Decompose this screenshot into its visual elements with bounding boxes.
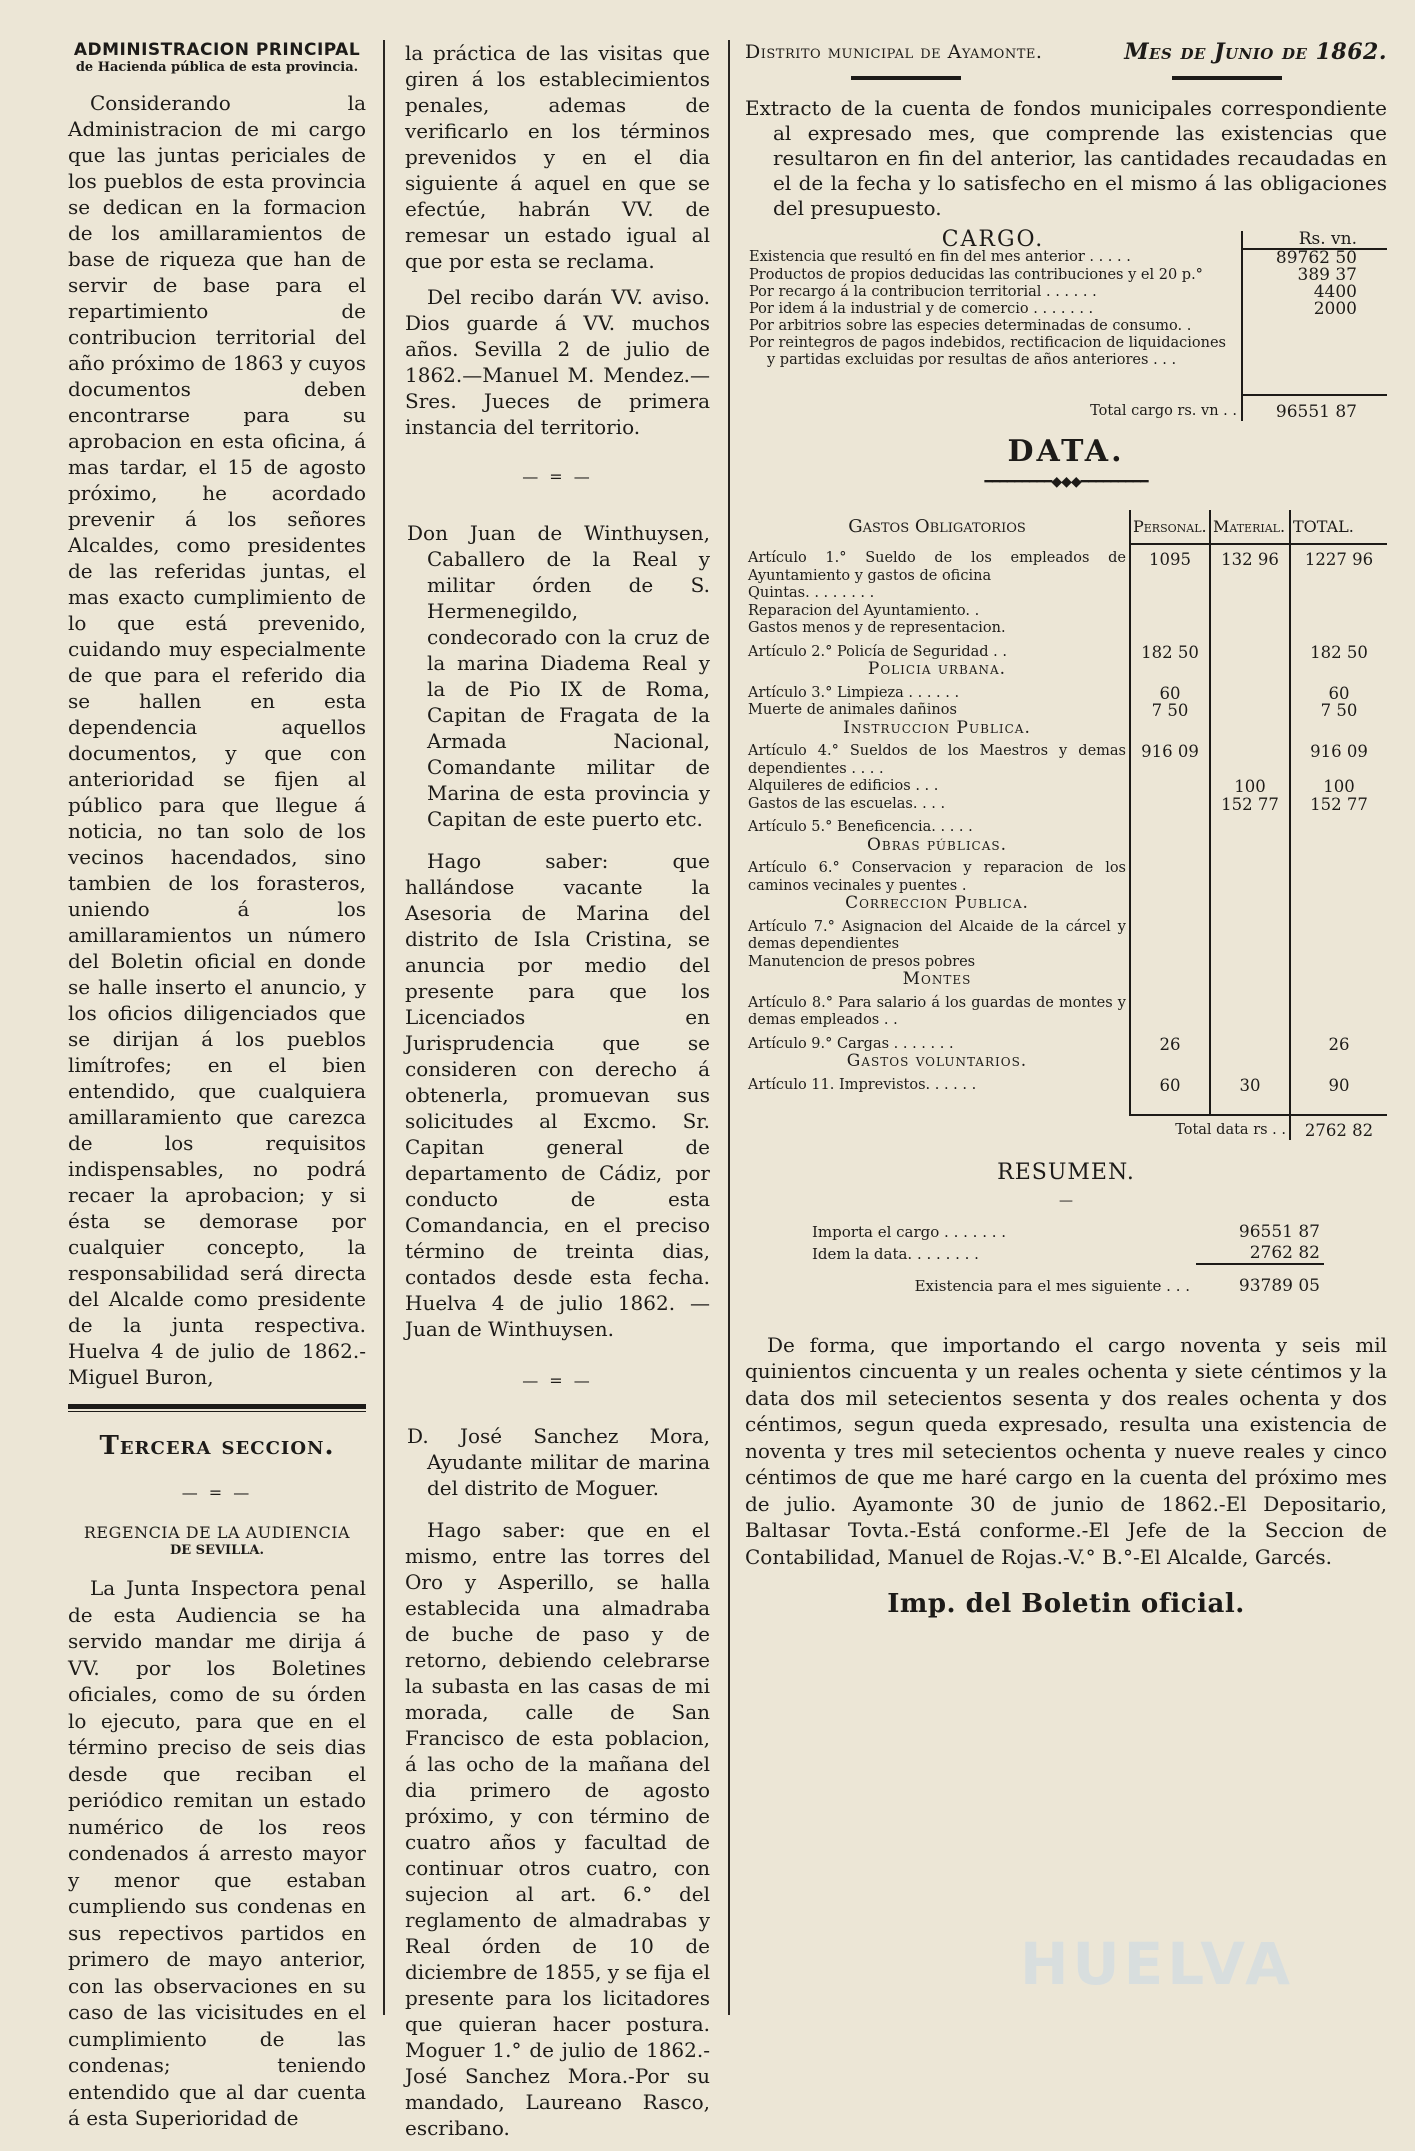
month-label: Mes de Junio de 1862.: [1124, 39, 1387, 65]
data-material: 30: [1210, 1071, 1290, 1095]
data-personal: 916 09: [1130, 737, 1210, 778]
data-group-title: Instruccion Publica.: [843, 717, 1031, 738]
cargo-label: Por recargo á la contribucion territorial . . . . . .: [749, 283, 1097, 300]
data-row-label: Alquileres de edificios . . .: [748, 778, 939, 795]
admin-title: ADMINISTRACION PRINCIPAL: [73, 40, 361, 60]
resumen-label: Idem la data. . . . . . . .: [812, 1244, 979, 1263]
data-total-row: [745, 1115, 1387, 1140]
cargo-amount: 4400: [1242, 284, 1387, 301]
cargo-amount: [1242, 318, 1387, 335]
data-title: DATA.: [1007, 433, 1125, 469]
cargo-amount: 2000: [1242, 301, 1387, 318]
data-personal: 1095: [1130, 544, 1210, 585]
data-row-label: Artículo 1.° Sueldo de los empleados de Ayuntamiento y gastos de oficina: [748, 550, 1126, 584]
data-total: [1290, 620, 1387, 638]
data-group-title: Obras públicas.: [866, 834, 1008, 855]
data-material: [1210, 954, 1290, 972]
data-material: [1210, 1030, 1290, 1054]
data-row-label: Artículo 7.° Asignacion del Alcaide de la cárcel y demas dependientes: [748, 918, 1126, 953]
data-group-row: [745, 971, 1387, 989]
separator: — = —: [181, 1482, 253, 1502]
data-row-label: Artículo 8.° Para salario á los guardas de montes y demas empleados . .: [748, 994, 1126, 1029]
cargo-row: [745, 301, 1387, 318]
resumen-dash: —: [1059, 1193, 1073, 1210]
data-personal: [1130, 913, 1210, 954]
admin-subtitle: de Hacienda pública de esta provincia.: [75, 60, 359, 75]
account-intro: Extracto de la cuenta de fondos municipales correspondiente al expresado mes, que comprende las existencias que resultaron en fin del anterior, las cantidades recaudadas en el de la fecha y lo satisfecho en el mismo á las obligaciones del presupuesto.: [745, 95, 1387, 220]
data-row-label: Artículo 5.° Beneficencia. . . . .: [748, 819, 973, 836]
winthuysen-notice: Hago saber: que hallándose vacante la Asesoria de Marina del distrito de Isla Cristina, se anuncia por medio del presente para que los Licenciados en Jurisprudencia que se consideren con derecho á obtenerla, promuevan sus solicitudes al Excmo. Sr. Capitan general de departamento de Cádiz, por conducto de esta Comandancia, en el preciso término de treinta dias, contados desde esta fecha. Huelva 4 de julio 1862. —Juan de Winthuysen.: [405, 848, 710, 1341]
regencia-notice: La Junta Inspectora penal de esta Audiencia se ha servido mandar me dirija á VV. por los Boletines oficiales, como de su órden lo ejecuto, para que en el término preciso de seis dias desde que reciban el periódico remitan un estado numérico de los reos condenados á arresto mayor y menor que estaban cumpliendo sus condenas en sus repectivos partidos en primero de mayo anterior, con las observaciones en su caso de las vicisitudes en el cumplimiento de las condenas; teniendo entendido que al dar cuenta á esta Superioridad de: [68, 1576, 366, 2131]
imprint: Imp. del Boletin oficial.: [887, 1589, 1245, 1620]
data-header-gastos: Gastos Obligatorios: [848, 516, 1026, 538]
data-row: [745, 620, 1387, 638]
data-row: [745, 796, 1387, 814]
data-personal: [1130, 778, 1210, 796]
data-header-material: Material.: [1210, 510, 1290, 545]
data-row: [745, 854, 1387, 895]
cargo-row: [745, 249, 1387, 267]
data-row: [745, 585, 1387, 603]
data-material: [1210, 913, 1290, 954]
data-personal: [1130, 954, 1210, 972]
district-name: Distrito municipal de Ayamonte.: [745, 41, 1043, 63]
data-total: 26: [1290, 1030, 1387, 1054]
column-2: [405, 40, 710, 2151]
data-row-label: Reparacion del Ayuntamiento. .: [748, 602, 980, 619]
data-row: [745, 813, 1387, 837]
data-total-label: Total data rs . .: [1175, 1122, 1286, 1139]
section-rule: [68, 1404, 366, 1409]
cargo-row: [745, 318, 1387, 335]
data-row: [745, 1071, 1387, 1095]
data-row: [745, 544, 1387, 585]
data-personal: [1130, 854, 1210, 895]
data-personal: 26: [1130, 1030, 1210, 1054]
data-group-row: [745, 661, 1387, 679]
data-total: 1227 96: [1290, 544, 1387, 585]
separator: — = —: [522, 1370, 593, 1390]
cargo-row: [745, 284, 1387, 301]
data-personal: [1130, 620, 1210, 638]
data-row: [745, 1030, 1387, 1054]
column-rule-1: [383, 40, 385, 2015]
section-rule-thin: [68, 1411, 366, 1412]
data-header-personal: Personal.: [1130, 510, 1210, 545]
cargo-spacer: [745, 369, 1387, 395]
data-header-total: TOTAL.: [1290, 510, 1387, 545]
data-group-title: Gastos voluntarios.: [846, 1051, 1028, 1072]
data-row-label: Gastos menos y de representacion.: [748, 620, 1006, 637]
data-group-title: Policia urbana.: [867, 659, 1007, 680]
data-row-label: Artículo 3.° Limpieza . . . . . .: [748, 684, 960, 701]
data-total: 2762 82: [1290, 1115, 1387, 1140]
data-total: [1290, 603, 1387, 621]
data-material: [1210, 737, 1290, 778]
cargo-row: [745, 352, 1387, 369]
data-row: [745, 778, 1387, 796]
data-material: [1210, 620, 1290, 638]
data-row: [745, 679, 1387, 703]
data-material: [1210, 702, 1290, 720]
regencia-subtitle: DE SEVILLA.: [169, 1543, 265, 1559]
data-total: 182 50: [1290, 638, 1387, 662]
data-row-label: Quintas. . . . . . . .: [748, 585, 875, 602]
data-group-row: [745, 720, 1387, 738]
resumen-value: 2762 82: [1196, 1244, 1324, 1265]
regencia-closing: Del recibo darán VV. aviso. Dios guarde á VV. muchos años. Sevilla 2 de julio de 1862.—Manuel M. Mendez.—Sres. Jueces de primera instancia del territorio.: [405, 285, 710, 439]
data-personal: [1130, 989, 1210, 1030]
data-total: 152 77: [1290, 796, 1387, 814]
data-spacer: [745, 1094, 1387, 1115]
regencia-continued: la práctica de las visitas que giren á los establecimientos penales, ademas de verificarlo en los términos prevenidos y en el dia siguiente á aquel en que se efectúe, habrán VV. de remesar un estado igual al que por esta se reclama.: [405, 41, 710, 273]
data-total: 60: [1290, 679, 1387, 703]
data-row-label: Artículo 9.° Cargas . . . . . . .: [748, 1035, 954, 1052]
data-material: [1210, 989, 1290, 1030]
data-group-row: [745, 837, 1387, 855]
data-total: 916 09: [1290, 737, 1387, 778]
cargo-amount: 389 37: [1242, 267, 1387, 284]
cargo-amount: [1242, 352, 1387, 369]
data-group-row: [745, 895, 1387, 913]
resumen-row: [808, 1244, 1324, 1265]
data-row-label: Artículo 11. Imprevistos. . . . . .: [748, 1076, 977, 1093]
resumen-final-row: [808, 1267, 1324, 1296]
data-material: [1210, 603, 1290, 621]
data-row: [745, 954, 1387, 972]
cargo-table: [745, 226, 1387, 422]
sanchez-mora-notice: Hago saber: que en el mismo, entre las torres del Oro y Asperillo, se halla establecida una almadraba de buche de paso y de retorno, debiendo celebrarse la subasta en las casas de mi morada, calle de San Francisco de esta poblacion, á las ocho de la mañana del dia primero de agosto próximo, y con término de cuatro años y facultad de continuar otros cuatro, con sujecion al art. 6.° del reglamento de almadrabas y Real órden de 10 de diciembre de 1855, y se fija el presente para los licitadores que quieran hacer postura. Moguer 1.° de julio de 1862.-José Sanchez Mora.-Por su mandado, Laureano Rasco, escribano.: [405, 1518, 710, 2141]
data-personal: 60: [1130, 679, 1210, 703]
ornament-rule: ━━━━━━━━━◆◆◆━━━━━━━━━: [984, 474, 1148, 491]
winthuysen-header: Don Juan de Winthuysen, Caballero de la Real y militar órden de S. Hermenegildo, condecorado con la cruz de la marina Diadema Real y la de Pio IX de Roma, Capitan de Fragata de la Armada Nacional, Comandante militar de Marina de esta provincia y Capitan de este puerto etc.: [407, 520, 710, 831]
data-table: [745, 510, 1387, 1140]
data-material: [1210, 638, 1290, 662]
data-row: [745, 737, 1387, 778]
column-1: [68, 40, 366, 2142]
separator: — = —: [522, 467, 593, 486]
data-material: [1210, 813, 1290, 837]
data-row: [745, 638, 1387, 662]
admin-notice: Considerando la Administracion de mi cargo que las juntas periciales de los pueblos de esta provincia se dedican en la formacion de los amillaramientos de base de riqueza que han de servir de base para el repartimiento de contribucion territorial del año próximo de 1863 y cuyos documentos deben encontrarse para su aprobacion en esta oficina, á mas tardar, el 15 de agosto próximo, he acordado prevenir á los señores Alcaldes, como presidentes de las referidas juntas, el mas exacto cumplimiento de lo que está prevenido, cuidando muy especialmente de que para el referido dia se hallen en esta dependencia aquellos documentos, y que con anterioridad se fijen al público para que llegue á noticia, no tan solo de los vecinos hacendados, sino tambien de los forasteros, uniendo á los amillaramientos un número del Boletin oficial en donde se halle inserto el anuncio, y los oficios diligenciados que se dirijan á los pueblos limítrofes; en el bien entendido, que cualquiera amillaramiento que carezca de los requisitos indispensables, no podrá recaer la aprobacion; y si ésta se demorase por cualquier concepto, la responsabilidad será directa del Alcalde como presidente de la junta respectiva. Huelva 4 de julio de 1862.-Miguel Buron,: [68, 91, 366, 1389]
data-group-title: Correccion Publica.: [845, 893, 1029, 914]
resumen-title: RESUMEN.: [997, 1159, 1135, 1185]
cargo-label: y partidas excluidas por resultas de años anteriores . . .: [767, 351, 1177, 368]
data-total: [1290, 989, 1387, 1030]
closing-statement: De forma, que importando el cargo noventa y seis mil quinientos cincuenta y un reales ochenta y siete céntimos y la data dos mil setecientos sesenta y dos reales ochenta y dos céntimos, segun queda expresado, resulta una existencia de noventa y tres mil setecientos ochenta y nueve reales y cinco céntimos de que me haré cargo en la cuenta del próximo mes de julio. Ayamonte 30 de junio de 1862.-El Depositario, Baltasar Tovta.-Está conforme.-El Jefe de la Seccion de Contabilidad, Manuel de Rojas.-V.° B.°-El Alcalde, Garcés.: [745, 1332, 1387, 1569]
cargo-row: [745, 335, 1387, 352]
data-total: [1290, 954, 1387, 972]
data-material: 132 96: [1210, 544, 1290, 585]
regencia-title: REGENCIA DE LA AUDIENCIA: [83, 1523, 351, 1543]
data-group-title: Montes: [902, 969, 972, 990]
data-material: [1210, 854, 1290, 895]
column-3: [745, 40, 1387, 1618]
data-total: 100: [1290, 778, 1387, 796]
data-group-row: [745, 1053, 1387, 1071]
data-total: [1290, 854, 1387, 895]
data-personal: [1130, 585, 1210, 603]
account-header: [745, 40, 1387, 66]
data-total: 90: [1290, 1071, 1387, 1095]
data-personal: [1130, 813, 1210, 837]
data-personal: 182 50: [1130, 638, 1210, 662]
library-watermark: HUELVA: [1020, 1930, 1295, 1998]
cargo-label: Por arbitrios sobre las especies determinadas de consumo. .: [749, 317, 1192, 334]
data-row-label: Manutencion de presos pobres: [748, 953, 976, 970]
data-total: [1290, 585, 1387, 603]
cargo-total: 96551 87: [1242, 395, 1387, 421]
cargo-row: [745, 267, 1387, 284]
data-row-label: Muerte de animales dañinos: [748, 702, 957, 719]
resumen-row: [808, 1223, 1324, 1242]
header-rules: [745, 76, 1387, 80]
data-material: [1210, 679, 1290, 703]
data-total: [1290, 913, 1387, 954]
data-row: [745, 989, 1387, 1030]
sanchez-mora-header: D. José Sanchez Mora, Ayudante militar de marina del distrito de Moguer.: [407, 1424, 710, 1501]
data-total: [1290, 813, 1387, 837]
data-material: 152 77: [1210, 796, 1290, 814]
data-personal: 7 50: [1130, 702, 1210, 720]
cargo-label: Productos de propios deducidas las contribuciones y el 20 p.°: [749, 266, 1203, 283]
cargo-unit: Rs. vn.: [1242, 231, 1387, 249]
data-row: [745, 913, 1387, 954]
data-material: 100: [1210, 778, 1290, 796]
data-row-label: Artículo 6.° Conservacion y reparacion de los caminos vecinales y puentes .: [748, 860, 1126, 894]
cargo-label: Por reintegros de pagos indebidos, rectificacion de liquidaciones: [749, 334, 1226, 351]
data-row-label: Gastos de las escuelas. . . .: [748, 795, 946, 812]
data-material: [1210, 585, 1290, 603]
cargo-label: Existencia que resultó en fin del mes anterior . . . . .: [749, 248, 1131, 265]
cargo-amount: 89762 50: [1242, 249, 1387, 267]
cargo-total-row: [745, 395, 1387, 421]
resumen-final-label: Existencia para el mes siguiente . . .: [914, 1276, 1190, 1295]
data-total: 7 50: [1290, 702, 1387, 720]
data-row-label: Artículo 4.° Sueldos de los Maestros y demas dependientes . . . .: [748, 743, 1126, 777]
cargo-amount: [1242, 335, 1387, 352]
cargo-total-label: Total cargo rs. vn . .: [1090, 402, 1237, 419]
data-personal: [1130, 796, 1210, 814]
column-rule-2: [728, 40, 730, 2015]
data-row: [745, 603, 1387, 621]
data-row-label: Artículo 2.° Policía de Seguridad . .: [748, 643, 1008, 660]
resumen-label: Importa el cargo . . . . . . .: [812, 1222, 1007, 1241]
data-personal: [1130, 603, 1210, 621]
data-personal: 60: [1130, 1071, 1210, 1095]
section-title: Tercera seccion.: [99, 1431, 335, 1461]
resumen-final: 93789 05: [1238, 1275, 1320, 1296]
data-row: [745, 702, 1387, 720]
cargo-label: Por idem á la industrial y de comercio . . . . . . .: [749, 300, 1094, 317]
resumen-table: [806, 1221, 1326, 1298]
cargo-title: CARGO.: [941, 226, 1045, 252]
resumen-value: 96551 87: [1238, 1221, 1320, 1242]
